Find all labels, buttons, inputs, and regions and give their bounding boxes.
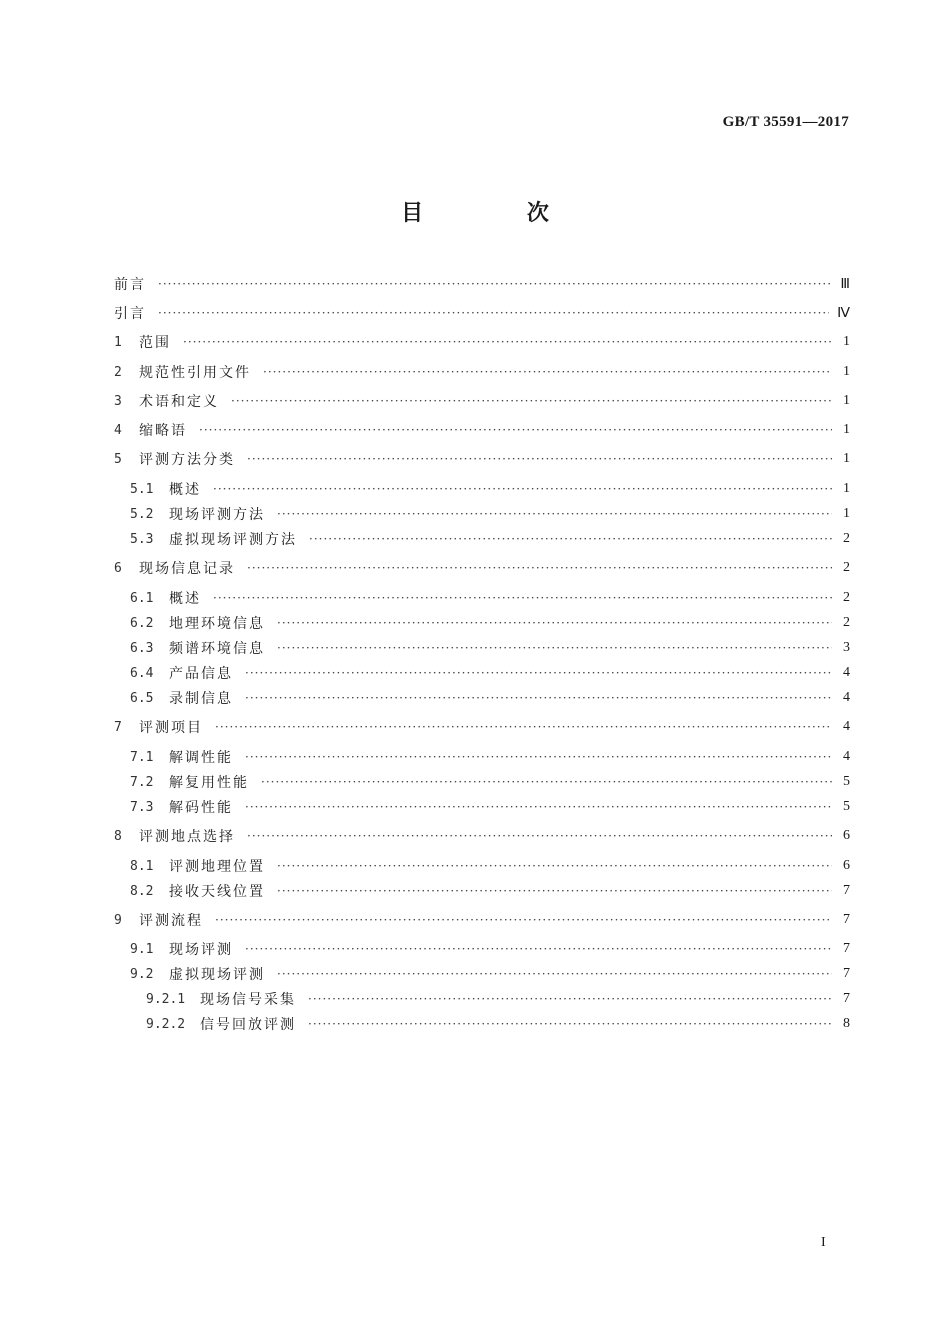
dot-leader [277,615,832,631]
toc-entry[interactable] [114,359,850,385]
toc-entry-label: 概述 [169,591,201,607]
toc-entry-page: 7 [843,966,850,981]
dot-leader [158,305,829,321]
toc-entry[interactable] [114,610,850,636]
toc-entry[interactable] [114,526,850,552]
toc-entry-number: 5 [114,451,122,467]
toc-entry-label: 接收天线位置 [169,884,265,900]
toc-entry-label: 现场评测方法 [169,507,265,523]
dot-leader [277,883,832,899]
toc-entry[interactable] [114,329,850,355]
toc-entry[interactable] [114,635,850,661]
toc-entry-number: 6.4 [130,665,154,681]
dot-leader [261,774,832,790]
toc-entry-label: 解码性能 [169,800,233,816]
dot-leader [247,451,832,467]
dot-leader [309,531,832,547]
toc-entry-page: 7 [843,991,850,1006]
dot-leader [213,481,832,497]
dot-leader [183,334,832,350]
toc-entry-page: 4 [843,665,850,680]
toc-entry[interactable] [114,271,850,297]
dot-leader [247,560,832,576]
toc-entry-number: 4 [114,422,122,438]
toc-entry[interactable] [114,936,850,962]
toc-entry[interactable] [114,585,850,611]
toc-entry-number: 5.3 [130,531,154,547]
dot-leader [245,941,832,957]
toc-entry-page: 2 [843,560,850,575]
dot-leader [199,422,832,438]
toc-entry-page: 4 [843,690,850,705]
toc-entry-number: 5.1 [130,481,154,497]
toc-entry-label: 评测地理位置 [169,859,265,875]
toc-entry[interactable] [114,685,850,711]
toc-entry-page: 3 [843,640,850,655]
toc-entry-number: 9.1 [130,941,154,957]
toc-entry-number: 8 [114,828,122,844]
toc-entry-page: 6 [843,828,850,843]
toc-entry[interactable] [114,878,850,904]
toc-entry-number: 8.1 [130,858,154,874]
toc-entry-label: 地理环境信息 [169,616,265,632]
toc-entry[interactable] [114,300,850,326]
toc-entry-number: 7.1 [130,749,154,765]
toc-entry-label: 引言 [114,306,146,322]
toc-entry-page: 1 [843,481,850,496]
toc-entry-label: 信号回放评测 [200,1017,296,1033]
toc-entry-number: 9.2 [130,966,154,982]
toc-entry-number: 6.2 [130,615,154,631]
dot-leader [215,719,832,735]
toc-entry-page: 2 [843,531,850,546]
toc-entry-label: 评测地点选择 [139,829,235,845]
toc-entry[interactable] [114,446,850,472]
toc-entry-page: 2 [843,615,850,630]
dot-leader [308,1016,832,1032]
toc-entry-label: 评测项目 [139,720,203,736]
toc-entry-number: 5.2 [130,506,154,522]
toc-entry-label: 虚拟现场评测 [169,967,265,983]
dot-leader [277,858,832,874]
toc-entry-number: 3 [114,393,122,409]
toc-entry-page: 5 [843,774,850,789]
toc-entry-number: 9 [114,912,122,928]
dot-leader [263,364,832,380]
toc-entry-page: 4 [843,749,850,764]
toc-entry-label: 频谱环境信息 [169,641,265,657]
dot-leader [245,690,832,706]
toc-entry-label: 评测方法分类 [139,452,235,468]
toc-entry-number: 6.5 [130,690,154,706]
toc-entry[interactable] [114,961,850,987]
dot-leader [213,590,832,606]
toc-entry[interactable] [114,907,850,933]
toc-entry-number: 7.2 [130,774,154,790]
toc-entry-label: 产品信息 [169,666,233,682]
toc-entry-label: 虚拟现场评测方法 [169,532,297,548]
toc-entry-page: 1 [843,393,850,408]
toc-entry-page: 4 [843,719,850,734]
toc-entry-page: 1 [843,506,850,521]
toc-entry-number: 7.3 [130,799,154,815]
toc-entry[interactable] [114,555,850,581]
toc-entry-page: Ⅲ [840,276,850,292]
toc-entry-number: 9.2.1 [146,991,186,1007]
toc-entry-page: 1 [843,451,850,466]
toc-entry[interactable] [114,417,850,443]
toc-entry-label: 现场评测 [169,942,233,958]
toc-entry[interactable] [114,986,850,1012]
toc-entry-label: 缩略语 [139,423,187,439]
toc-entry[interactable] [114,501,850,527]
toc-entry-page: Ⅳ [837,305,850,321]
toc-entry[interactable] [114,823,850,849]
toc-entry[interactable] [114,476,850,502]
toc-entry-number: 1 [114,334,122,350]
toc-entry[interactable] [114,853,850,879]
toc-entry-label: 评测流程 [139,913,203,929]
toc-entry-page: 7 [843,912,850,927]
toc-entry-number: 9.2.2 [146,1016,186,1032]
toc-entry-label: 术语和定义 [139,394,219,410]
dot-leader [277,640,832,656]
toc-entry-page: 1 [843,422,850,437]
dot-leader [245,799,832,815]
standard-number: GB/T 35591—2017 [722,114,849,130]
toc-entry-number: 6.3 [130,640,154,656]
toc-entry-page: 7 [843,883,850,898]
dot-leader [245,665,832,681]
toc-entry-label: 规范性引用文件 [139,365,251,381]
toc-entry-page: 8 [843,1016,850,1031]
toc-entry-label: 现场信息记录 [139,561,235,577]
toc-entry[interactable] [114,714,850,740]
toc-entry[interactable] [114,1011,850,1037]
toc-entry-number: 6.1 [130,590,154,606]
toc-entry-label: 概述 [169,482,201,498]
dot-leader [158,276,832,292]
page-title: 目 次 [401,200,597,226]
toc-entry[interactable] [114,769,850,795]
dot-leader [308,991,832,1007]
toc-entry-number: 2 [114,364,122,380]
toc-entry-page: 1 [843,364,850,379]
dot-leader [231,393,832,409]
dot-leader [245,749,832,765]
dot-leader [277,966,832,982]
toc-entry[interactable] [114,660,850,686]
toc-entry-label: 现场信号采集 [200,992,296,1008]
toc-entry[interactable] [114,744,850,770]
toc-entry-label: 解复用性能 [169,775,249,791]
toc-entry-page: 7 [843,941,850,956]
toc-entry-label: 解调性能 [169,750,233,766]
toc-entry-number: 6 [114,560,122,576]
dot-leader [277,506,832,522]
toc-entry[interactable] [114,388,850,414]
toc-entry[interactable] [114,794,850,820]
toc-entry-page: 1 [843,334,850,349]
toc-entry-number: 8.2 [130,883,154,899]
toc-entry-page: 2 [843,590,850,605]
page-number: I [821,1235,826,1250]
toc-entry-label: 录制信息 [169,691,233,707]
dot-leader [247,828,832,844]
toc-entry-label: 范围 [139,335,171,351]
toc-entry-label: 前言 [114,277,146,293]
toc-entry-page: 6 [843,858,850,873]
toc-entry-number: 7 [114,719,122,735]
toc-entry-page: 5 [843,799,850,814]
dot-leader [215,912,832,928]
